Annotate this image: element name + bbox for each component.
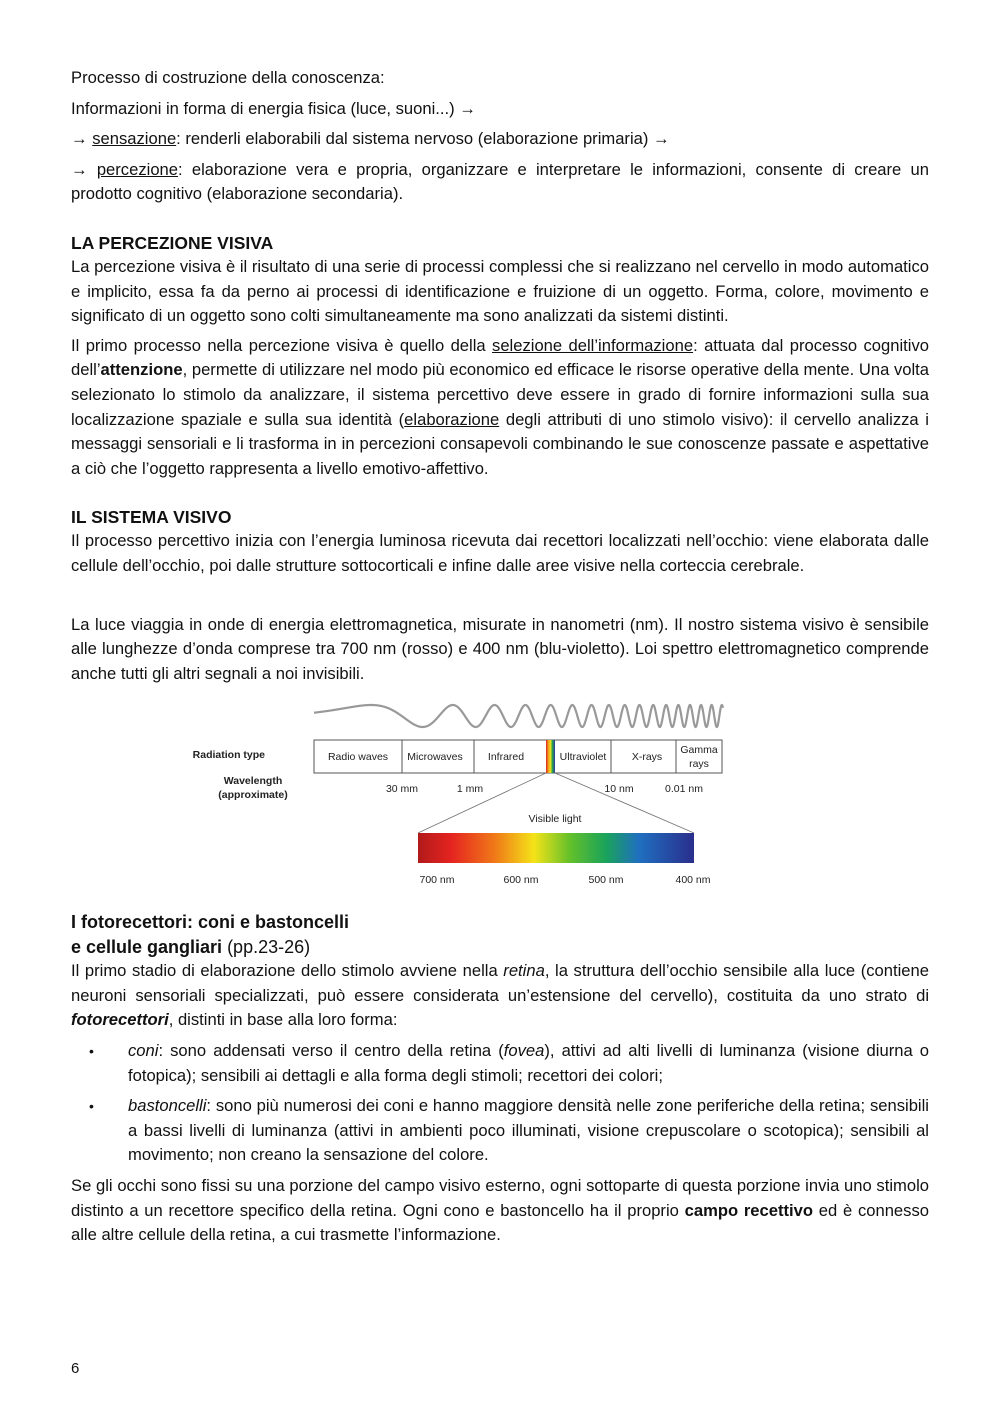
text-run: : attuata dal processo cognitivo dell’ xyxy=(71,335,929,380)
cell-infrared: Infrared xyxy=(487,751,525,764)
spectrum-tick-700: 700 nm xyxy=(419,874,455,887)
term-fotorecettori: fotorecettori xyxy=(71,1010,169,1030)
term-attenzione: attenzione xyxy=(100,360,183,380)
spectrum-diagram xyxy=(71,700,929,900)
term-percezione: percezione xyxy=(96,159,179,179)
photoreceptor-list xyxy=(71,1039,929,1168)
wave-line xyxy=(314,705,723,727)
text-run: Se gli occhi sono fissi su una porzione del campo visivo esterno, ogni sottoparte di questa porzione invia uno stimolo distinto a un recettore specifico della retina. Ogni cono e bastoncello ha il proprio xyxy=(71,1176,929,1220)
intro-line-4 xyxy=(71,158,929,207)
intro-line-3 xyxy=(71,127,929,152)
text-run: ed è connesso alle altre cellule della retina, a cui trasmette l’informazione. xyxy=(71,1200,929,1245)
document-page xyxy=(71,66,929,1248)
sistema-paragraph-2: La luce viaggia in onde di energia elettromagnetica, misurate in nanometri (nm). Il nostro sistema visivo è sensibile alle lunghezze d’onda comprese tra 700 nm (rosso) e 400 nm (blu-violetto). Loi spettro elettromagnetico comprende anche tutti gli altri segnali a noi invisibili. xyxy=(71,614,929,683)
text-run: : sono addensati verso il centro della retina ( xyxy=(158,1041,504,1061)
heading-percezione-visiva: LA PERCEZIONE VISIVA xyxy=(71,232,274,253)
sistema-paragraph-1: Il processo percettivo inizia con l’energia luminosa ricevuta dai recettori localizzati nell’occhio: viene elaborata dalle cellule dell’occhio, poi dalle strutture sottocorticali e infine dalle aree visive nella corteccia cerebrale. xyxy=(71,531,929,575)
wavelength-label-line2: (approximate) xyxy=(218,789,288,802)
spectrum-tick-600: 600 nm xyxy=(503,874,539,887)
wavelength-label-line1: Wavelength xyxy=(223,775,283,788)
term-bastoncelli: bastoncelli xyxy=(128,1096,207,1116)
term-sensazione: sensazione xyxy=(92,129,177,149)
term-elaborazione: elaborazione xyxy=(404,409,500,429)
heading-line-2: e cellule gangliari xyxy=(71,936,223,957)
term-campo-recettivo: campo recettivo xyxy=(684,1200,814,1220)
heading-line-1: I fotorecettori: coni e bastoncelli xyxy=(71,912,350,933)
percezione-paragraph-2 xyxy=(71,334,929,482)
cell-x-rays: X-rays xyxy=(631,751,663,764)
text-run: ), attivi ad alti livelli di luminanza (visione diurna o fotopica); sensibili ai dettagli e alla forma degli stimoli; recettori dei colori; xyxy=(128,1041,929,1085)
term-retina: retina xyxy=(503,961,545,981)
arrow: → xyxy=(71,129,93,149)
page-number: 6 xyxy=(71,1360,80,1377)
intro-line-2: Informazioni in forma di energia fisica (luce, suoni...) → xyxy=(71,98,476,118)
arrow: → xyxy=(71,159,97,179)
term-selezione: selezione dell’informazione xyxy=(492,335,694,355)
spectrum-tick-500: 500 nm xyxy=(588,874,624,887)
text-run: , permette di utilizzare nel modo più economico ed efficace le risorse operative della mente. Una volta selezionato lo stimolo da analizzare, il sistema percettivo deve essere in grado di fornire informazioni sulla sua localizzazione spaziale e sulla sua identità ( xyxy=(71,360,929,429)
text-run: , la struttura dell’occhio sensibile alla luce (contiene neuroni sensoriali specializzati, può essere considerata un’estensione del cervello), costituita da uno strato di xyxy=(71,961,929,1005)
percezione-paragraph-1: La percezione visiva è il risultato di una serie di processi complessi che si realizzano nel cervello in modo automatico e implicito, essa fa da perno ai processi di identificazione e fruizione di un oggetto. Forma, colore, movimento e significato di un oggetto sono colti simultaneamente ma sono analizzati da sistemi distinti. xyxy=(71,256,929,326)
bullet-icon: • xyxy=(89,1043,94,1060)
radiation-type-label: Radiation type xyxy=(192,749,265,762)
text-run: : sono più numerosi dei coni e hanno maggiore densità nelle zone periferiche della retina; sensibili a bassi livelli di luminanza (attivi in ambienti poco illuminati, visione crepuscolare o scotopica); sensibili al movimento; non creano la sensazione del colore. xyxy=(128,1096,929,1165)
term-fovea: fovea xyxy=(503,1041,545,1061)
tick-001nm: 0.01 nm xyxy=(665,783,703,796)
list-item-bastoncelli xyxy=(71,1094,929,1168)
text-run: degli attributi di uno stimolo visivo): il cervello analizza i messaggi sensoriali e li trasforma in in percezioni consapevoli combinando le sue conoscenze passate e aspettative a ciò che l’oggetto rappresenta a livello emotivo-affettivo. xyxy=(71,409,929,478)
term-coni: coni xyxy=(128,1041,159,1061)
visible-stripe xyxy=(546,740,555,773)
zoom-line-left xyxy=(418,773,546,833)
text-run: Il primo stadio di elaborazione dello stimolo avviene nella xyxy=(71,961,504,981)
visible-spectrum-bar xyxy=(418,833,694,863)
intro-line-1: Processo di costruzione della conoscenza: xyxy=(71,68,385,87)
tick-10nm: 10 nm xyxy=(604,783,634,796)
heading-pages: (pp.23-26) xyxy=(222,936,311,957)
cell-ultraviolet: Ultraviolet xyxy=(559,751,607,764)
cell-rays: rays xyxy=(689,758,709,771)
heading-fotorecettori xyxy=(71,910,929,959)
visible-light-label: Visible light xyxy=(528,813,582,826)
spectrum-tick-400: 400 nm xyxy=(675,874,711,887)
tick-30mm: 30 mm xyxy=(385,783,419,796)
text-run: Il primo processo nella percezione visiva è quello della xyxy=(71,335,493,355)
cell-radio-waves: Radio waves xyxy=(327,751,389,764)
tick-1mm: 1 mm xyxy=(456,783,484,796)
intro-line-4-text: : elaborazione vera e propria, organizzare e interpretare le informazioni, consente di creare un prodotto cognitivo (elaborazione secondaria). xyxy=(71,159,929,204)
cell-gamma: Gamma xyxy=(680,744,718,757)
cell-microwaves: Microwaves xyxy=(407,751,463,764)
electromagnetic-spectrum-figure xyxy=(71,700,929,900)
intro-line-3-text: : renderli elaborabili dal sistema nervoso (elaborazione primaria) → xyxy=(176,129,670,149)
text-run: , distinti in base alla loro forma: xyxy=(168,1010,398,1030)
fotorecettori-paragraph-1 xyxy=(71,959,929,1033)
fotorecettori-paragraph-2 xyxy=(71,1174,929,1248)
bullet-icon: • xyxy=(89,1098,94,1115)
heading-sistema-visivo: IL SISTEMA VISIVO xyxy=(71,507,232,528)
list-item-coni xyxy=(71,1039,929,1088)
